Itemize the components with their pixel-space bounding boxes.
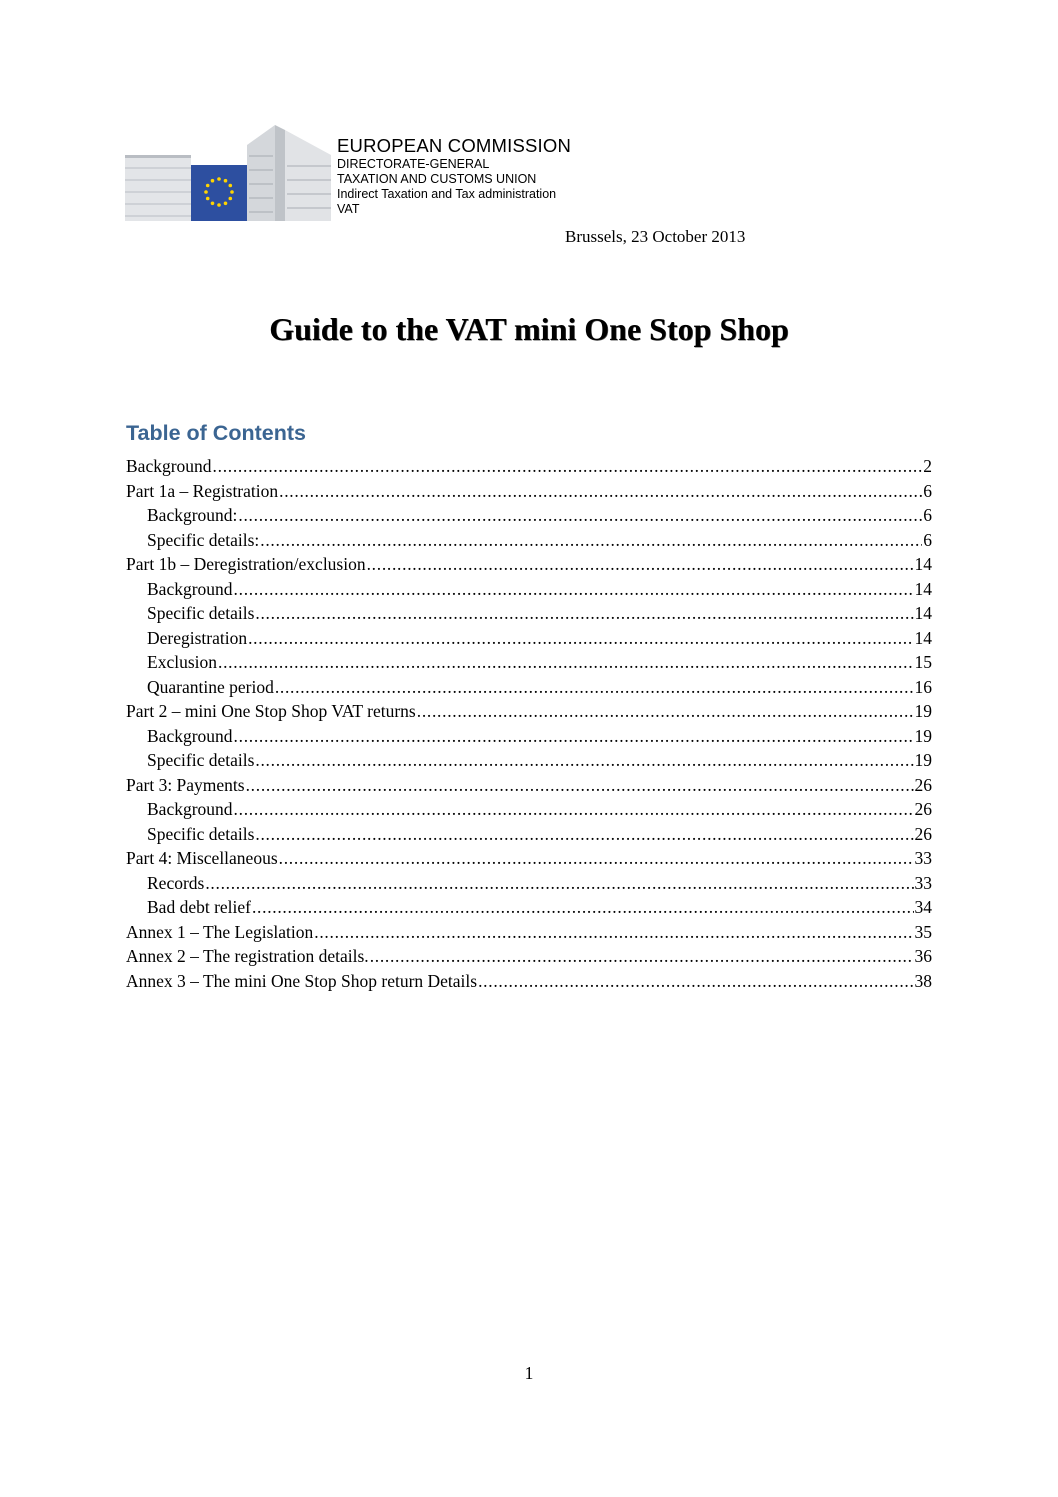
toc-leader-dots: [246, 773, 914, 798]
toc-entry-page: 6: [923, 505, 932, 525]
toc-entry[interactable]: [126, 944, 932, 969]
toc-leader-dots: [252, 895, 914, 920]
toc-leader-dots: [255, 822, 913, 847]
toc-entry-page: 14: [914, 627, 932, 648]
directorate-line: DIRECTORATE-GENERAL: [337, 157, 490, 171]
eu-flag-icon: [191, 165, 247, 221]
toc-entry-label: Background: [147, 799, 233, 819]
toc-entry[interactable]: [126, 675, 932, 700]
toc-leader-dots: [234, 797, 914, 822]
toc-entry-page: 16: [914, 676, 932, 697]
toc-entry[interactable]: [126, 846, 932, 871]
toc-entry[interactable]: [126, 895, 932, 920]
toc-leader-dots: [370, 944, 914, 969]
toc-leader-dots: [218, 650, 914, 675]
toc-entry[interactable]: [126, 724, 932, 749]
toc-entry-label: Annex 1 – The Legislation: [126, 921, 314, 942]
document-title: Guide to the VAT mini One Stop Shop: [269, 311, 789, 347]
toc-leader-dots: [205, 871, 913, 896]
toc-entry-label: Annex 3 – The mini One Stop Shop return Details: [126, 970, 478, 991]
toc-entry-label: Records: [147, 872, 205, 893]
toc-leader-dots: [279, 846, 914, 871]
toc-entry[interactable]: [126, 797, 932, 822]
toc-leader-dots: [248, 626, 913, 651]
toc-entry-label: Part 1a – Registration: [126, 480, 279, 501]
toc-leader-dots: [478, 969, 913, 994]
toc-entry-page: 34: [914, 897, 932, 917]
toc-entry[interactable]: [126, 871, 932, 896]
toc-leader-dots: [260, 528, 922, 553]
toc-entry[interactable]: [126, 969, 932, 994]
toc-entry[interactable]: [126, 528, 932, 553]
toc-entry[interactable]: [126, 650, 932, 675]
toc-entry-label: Background: [147, 578, 233, 599]
toc-entry-page: 15: [914, 652, 932, 672]
toc-entry-label: Bad debt relief: [147, 897, 251, 917]
toc-entry[interactable]: [126, 920, 932, 945]
toc-entry-page: 38: [914, 970, 932, 991]
toc-leader-dots: [234, 724, 914, 749]
toc-entry[interactable]: [126, 552, 932, 577]
toc-entry-page: 35: [914, 921, 932, 942]
toc-entry-page: 6: [923, 480, 932, 501]
toc-leader-dots: [417, 699, 914, 724]
toc-leader-dots: [275, 675, 914, 700]
toc-leader-dots: [255, 601, 913, 626]
toc-entry-page: 19: [914, 750, 932, 770]
toc-leader-dots: [234, 577, 914, 602]
toc-entry-label: Specific details:: [147, 529, 260, 550]
toc-entry[interactable]: [126, 454, 932, 479]
toc-entry-page: 19: [914, 701, 932, 721]
toc-entry-label: Background:: [147, 505, 238, 525]
toc-entry[interactable]: [126, 479, 932, 504]
toc-entry-page: 26: [914, 774, 932, 795]
toc-entry[interactable]: [126, 773, 932, 798]
toc-entry-label: Specific details: [147, 603, 255, 623]
toc-entry-label: Background: [126, 456, 212, 476]
toc-entry-label: Exclusion: [147, 652, 217, 672]
toc-entry-page: 19: [914, 725, 932, 746]
toc-entry-page: 33: [914, 848, 932, 868]
table-of-contents: [126, 454, 932, 993]
toc-heading: Table of Contents: [126, 421, 306, 445]
toc-entry[interactable]: [126, 699, 932, 724]
toc-entry[interactable]: [126, 577, 932, 602]
page-number: 1: [524, 1363, 534, 1383]
organization-header: [337, 135, 571, 217]
toc-entry-page: 36: [914, 946, 932, 966]
organization-name: EUROPEAN COMMISSION: [337, 135, 572, 156]
toc-leader-dots: [213, 454, 923, 479]
unit-name: Indirect Taxation and Tax administration: [337, 187, 557, 201]
toc-entry-page: 33: [914, 872, 932, 893]
eu-commission-logo: [125, 125, 331, 221]
toc-leader-dots: [238, 503, 922, 528]
directorate-name: TAXATION AND CUSTOMS UNION: [337, 172, 537, 186]
toc-entry[interactable]: [126, 601, 932, 626]
toc-entry-label: Part 2 – mini One Stop Shop VAT returns: [126, 701, 416, 721]
toc-leader-dots: [279, 479, 922, 504]
toc-leader-dots: [314, 920, 913, 945]
unit-sub: VAT: [337, 202, 360, 216]
document-date: Brussels, 23 October 2013: [565, 227, 746, 246]
toc-entry-label: Specific details: [147, 823, 255, 844]
toc-entry-page: 2: [923, 456, 932, 476]
toc-entry-page: 14: [914, 554, 932, 574]
toc-entry-page: 6: [923, 529, 932, 550]
toc-entry[interactable]: [126, 626, 932, 651]
toc-entry-label: Specific details: [147, 750, 255, 770]
toc-entry-label: Part 1b – Deregistration/exclusion: [126, 554, 366, 574]
toc-entry-label: Annex 2 – The registration details.: [126, 946, 369, 966]
toc-entry-page: 14: [914, 603, 932, 623]
toc-entry-page: 26: [914, 823, 932, 844]
toc-entry[interactable]: [126, 748, 932, 773]
toc-entry-page: 14: [914, 578, 932, 599]
toc-leader-dots: [255, 748, 913, 773]
toc-entry-label: Deregistration: [147, 627, 248, 648]
toc-entry-label: Background: [147, 725, 233, 746]
toc-entry-page: 26: [914, 799, 932, 819]
toc-entry-label: Part 3: Payments: [126, 774, 245, 795]
toc-entry[interactable]: [126, 822, 932, 847]
toc-entry-label: Quarantine period: [147, 676, 274, 697]
toc-entry[interactable]: [126, 503, 932, 528]
toc-entry-label: Part 4: Miscellaneous: [126, 848, 278, 868]
toc-leader-dots: [367, 552, 914, 577]
